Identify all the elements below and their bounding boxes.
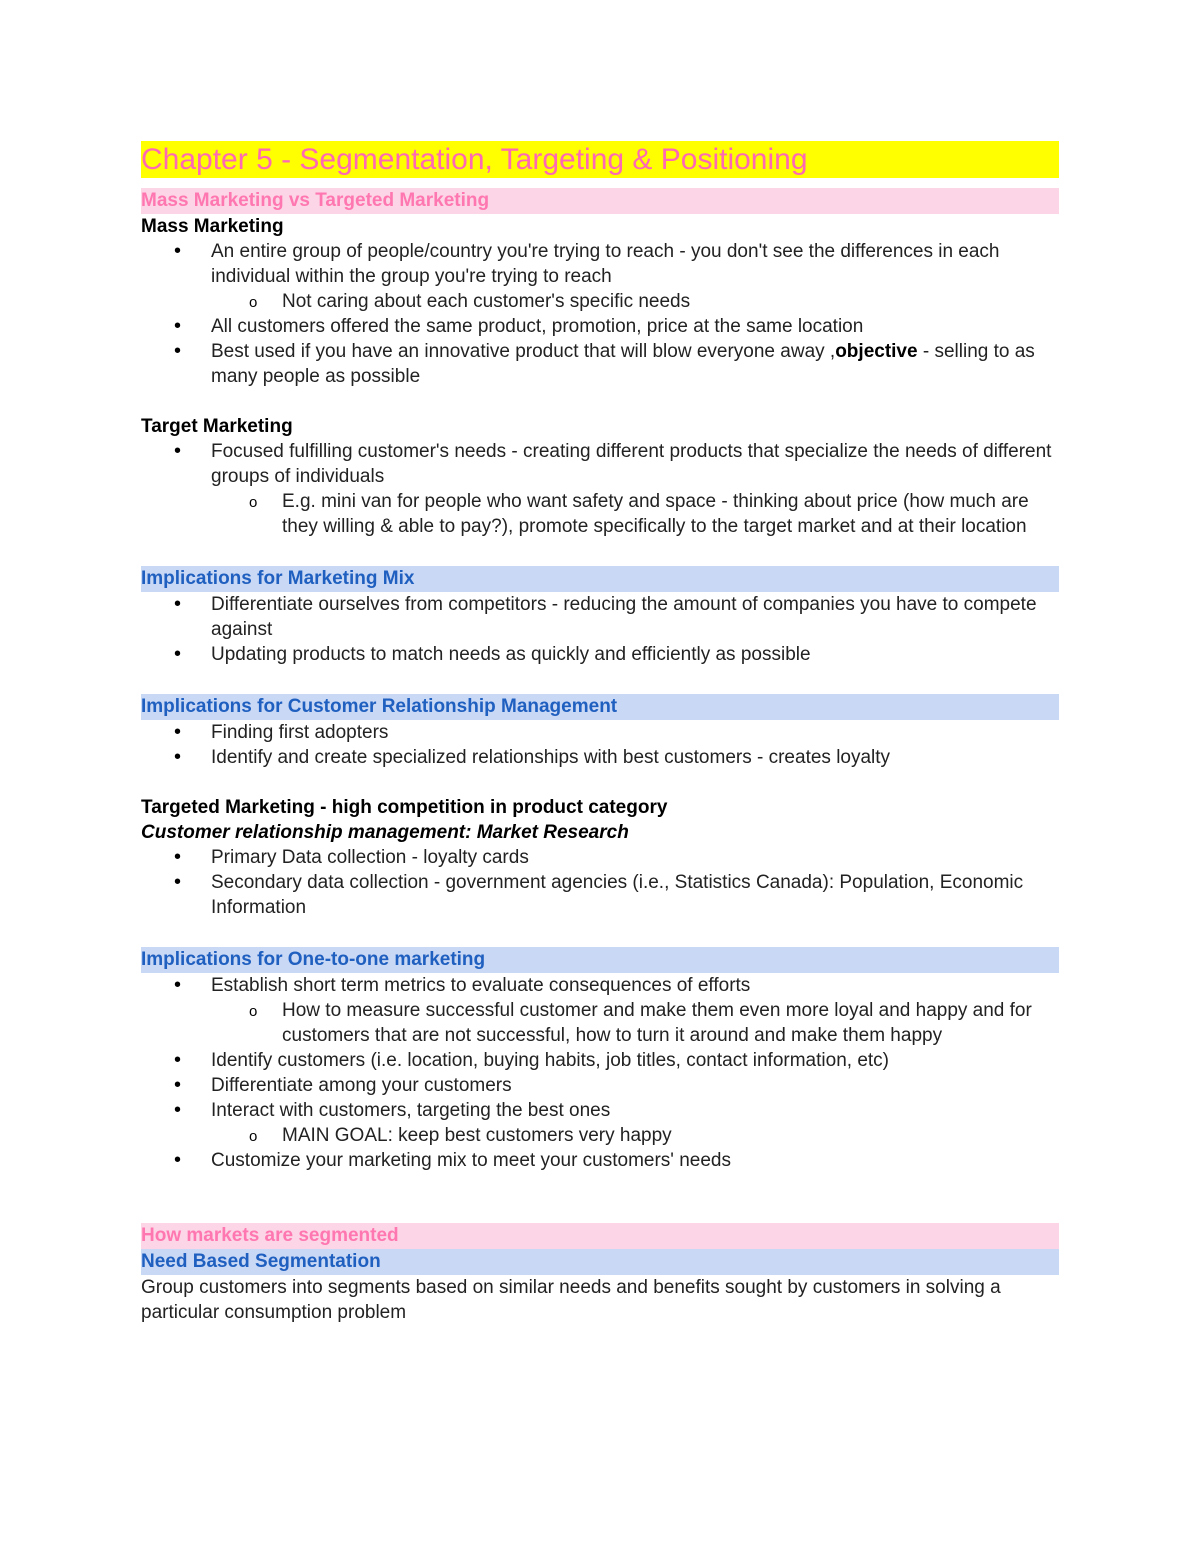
chapter-title: Chapter 5 - Segmentation, Targeting & Positioning	[141, 141, 1059, 178]
section-band-crm: Implications for Customer Relationship Management	[141, 694, 1059, 720]
list-item: • Differentiate ourselves from competitors - reducing the amount of companies you have to compete against	[141, 592, 1059, 642]
list-item: • Establish short term metrics to evaluate consequences of efforts	[141, 973, 1059, 998]
list-item: • All customers offered the same product, promotion, price at the same location	[141, 314, 1059, 339]
list-item: • Best used if you have an innovative product that will blow everyone away ,objective - selling to as many people as possible	[141, 339, 1059, 389]
list-item: • Updating products to match needs as quickly and efficiently as possible	[141, 642, 1059, 667]
mass-marketing-list	[141, 239, 1059, 389]
heading-targeted-marketing-competition: Targeted Marketing - high competition in product category	[141, 797, 668, 818]
sub-list-item: o How to measure successful customer and make them even more loyal and happy and for customers that are not successful, how to turn it around and make them happy	[141, 998, 1059, 1048]
heading-mass-marketing: Mass Marketing	[141, 216, 284, 237]
marketing-mix-list	[141, 592, 1059, 667]
sub-list-item: o Not caring about each customer's specific needs	[141, 289, 1059, 314]
list-item: • Interact with customers, targeting the best ones	[141, 1098, 1059, 1123]
section-band-mass-vs-targeted: Mass Marketing vs Targeted Marketing	[141, 188, 1059, 214]
section-band-how-segmented: How markets are segmented	[141, 1223, 1059, 1249]
section-band-one-to-one: Implications for One-to-one marketing	[141, 947, 1059, 973]
section-band-need-based: Need Based Segmentation	[141, 1249, 1059, 1275]
list-item: • An entire group of people/country you're trying to reach - you don't see the differences in each individual within the group you're trying to reach	[141, 239, 1059, 289]
list-item: • Primary Data collection - loyalty cards	[141, 845, 1059, 870]
document-content	[141, 141, 1059, 1325]
sub-list-item: o E.g. mini van for people who want safety and space - thinking about price (how much are they willing & able to pay?), promote specifically to the target market and at their location	[141, 489, 1059, 539]
crm-list	[141, 720, 1059, 770]
heading-target-marketing: Target Marketing	[141, 416, 293, 437]
section-band-marketing-mix: Implications for Marketing Mix	[141, 566, 1059, 592]
sub-list-item: o MAIN GOAL: keep best customers very happy	[141, 1123, 1059, 1148]
market-research-list	[141, 845, 1059, 920]
subheading-market-research: Customer relationship management: Market Research	[141, 822, 629, 843]
list-item: • Identify customers (i.e. location, buying habits, job titles, contact information, etc)	[141, 1048, 1059, 1073]
list-item: • Finding first adopters	[141, 720, 1059, 745]
list-item: • Secondary data collection - government agencies (i.e., Statistics Canada): Population, Economic Information	[141, 870, 1059, 920]
one-to-one-list	[141, 973, 1059, 1173]
target-marketing-list	[141, 439, 1059, 539]
list-item: • Identify and create specialized relationships with best customers - creates loyalty	[141, 745, 1059, 770]
list-item: • Customize your marketing mix to meet your customers' needs	[141, 1148, 1059, 1173]
list-item: • Differentiate among your customers	[141, 1073, 1059, 1098]
bold-term: objective	[835, 341, 918, 362]
need-based-paragraph: Group customers into segments based on similar needs and benefits sought by customers in solving a particular consumption problem	[141, 1277, 1001, 1323]
list-item: • Focused fulfilling customer's needs - creating different products that specialize the needs of different groups of individuals	[141, 439, 1059, 489]
